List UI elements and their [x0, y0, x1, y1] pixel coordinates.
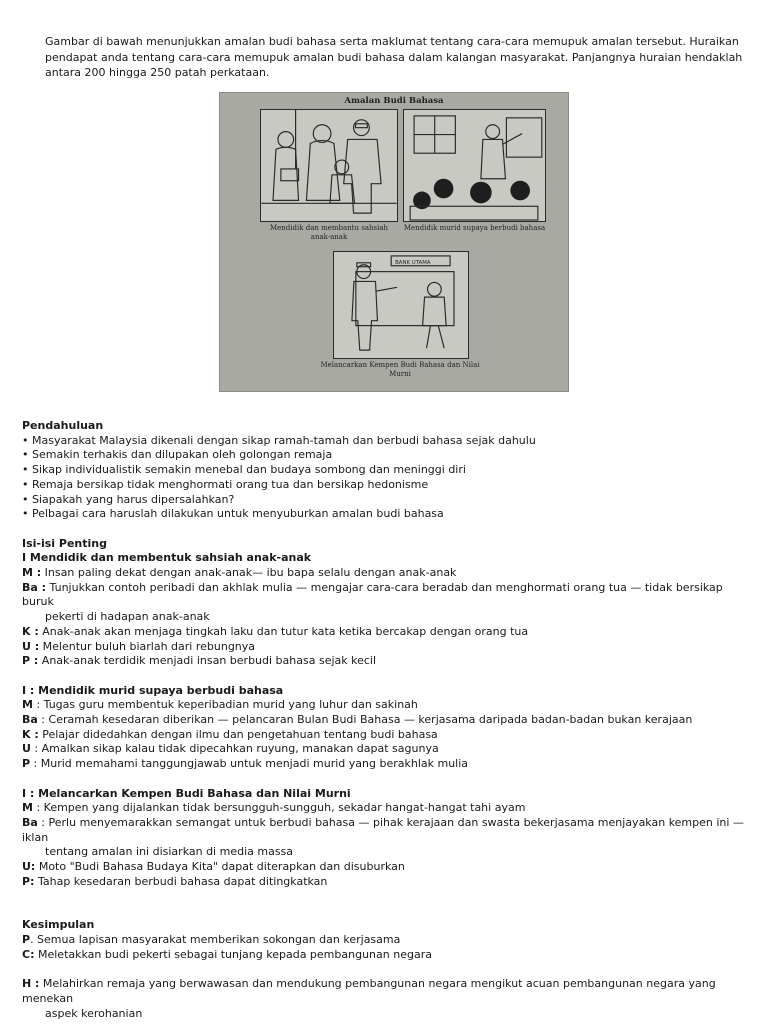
panel-family — [260, 109, 398, 222]
classroom-drawing — [404, 110, 545, 221]
label-p: P: — [22, 874, 35, 888]
label-k: K : — [22, 624, 39, 638]
text-m: Insan paling dekat dengan anak-anak— ibu bapa selalu dengan anak-anak — [41, 566, 457, 580]
line-c — [22, 948, 752, 963]
label-h: H : — [22, 977, 40, 991]
panel-bank — [333, 251, 469, 359]
line-u — [22, 640, 752, 655]
text-c: Meletakkan budi pekerti sebagai tunjang kepada pembangunan negara — [34, 947, 432, 961]
line-ba — [22, 713, 752, 728]
text-ba: : Ceramah kesedaran diberikan — pelancaran Bulan Budi Bahasa — kerjasama daripada badan-badan bukan kerajaan — [37, 713, 693, 727]
label-ba: Ba — [22, 815, 38, 829]
caption-panel-3: Melancarkan Kempen Budi Bahasa dan Nilai Murni — [320, 361, 480, 378]
bullet-item: • Masyarakat Malaysia dikenali dengan sikap ramah-tamah dan berbudi bahasa sejak dahulu — [22, 433, 536, 447]
label-m: M : — [22, 566, 42, 580]
label-u: U — [22, 742, 31, 756]
heading-isi: Isi-isi Penting — [22, 536, 107, 550]
text-ba: Tunjukkan contoh peribadi dan akhlak mulia — mengajar cara-cara beradab dan menghormati orang tua — tidak bersikap buruk — [22, 580, 723, 609]
label-m: M — [22, 801, 33, 815]
bullet-item: • Sikap individualistik semakin menebal dan budaya sombong dan meninggi diri — [22, 463, 466, 477]
family-drawing — [261, 110, 397, 221]
label-p: P — [22, 933, 31, 947]
line-p — [22, 933, 752, 948]
text-p: : Murid memahami tanggungjawab untuk menjadi murid yang berakhlak mulia — [30, 757, 469, 771]
text-k: Pelajar didedahkan dengan ilmu dan pengetahuan tentang budi bahasa — [38, 727, 438, 741]
text-ba: : Perlu menyemarakkan semangat untuk berbudi bahasa — pihak kerajaan dan swasta bekerjasama menjayakan kempen ini — iklan — [22, 815, 744, 844]
label-p: P : — [22, 654, 39, 668]
caption-panel-2: Mendidik murid supaya berbudi bahasa — [403, 224, 546, 232]
illustration-photo — [219, 92, 569, 392]
text-m: : Tugas guru membentuk keperibadian murid yang luhur dan sakinah — [32, 698, 418, 712]
label-ba: Ba — [22, 713, 38, 727]
line-m — [22, 698, 752, 713]
text-m: : Kempen yang dijalankan tidak bersungguh-sungguh, sekadar hangat-hangat tahi ayam — [32, 801, 526, 815]
bullet-item: • Remaja bersikap tidak menghormati orang tua dan bersikap hedonisme — [22, 477, 429, 491]
label-c: C: — [22, 947, 35, 961]
line-k — [22, 728, 752, 743]
bullet-item: • Pelbagai cara haruslah dilakukan untuk menyuburkan amalan budi bahasa — [22, 507, 444, 521]
bullet-item: • Semakin terhakis dan dilupakan oleh golongan remaja — [22, 448, 333, 462]
line-p — [22, 757, 752, 772]
line-m — [22, 566, 752, 581]
panel-classroom — [403, 109, 546, 222]
bank-drawing — [334, 252, 468, 358]
label-u: U : — [22, 639, 40, 653]
text-p: Anak-anak terdidik menjadi insan berbudi bahasa sejak kecil — [38, 654, 377, 668]
figure-title: Amalan Budi Bahasa — [344, 96, 444, 106]
line-h — [22, 977, 752, 1006]
section-title-2: I : Mendidik murid supaya berbudi bahasa — [22, 683, 284, 697]
line-p — [22, 654, 752, 669]
line-h-cont: aspek kerohanian — [45, 1006, 143, 1020]
label-p: P — [22, 757, 31, 771]
heading-kesimpulan: Kesimpulan — [22, 918, 95, 932]
line-u — [22, 742, 752, 757]
line-p — [22, 875, 752, 890]
label-m: M — [22, 698, 33, 712]
line-ba — [22, 816, 752, 845]
label-ba: Ba : — [22, 580, 47, 594]
text-p: . Semua lapisan masyarakat memberikan sokongan dan kerjasama — [30, 933, 401, 947]
text-h: Melahirkan remaja yang berwawasan dan mendukung pembangunan negara mengikut acuan pembangunan negara yang menekan — [22, 977, 716, 1005]
line-m — [22, 801, 752, 816]
question-intro: Gambar di bawah menunjukkan amalan budi bahasa serta maklumat tentang cara-cara memupuk amalan tersebut. Huraikan pendapat anda tentang cara-cara memupuk amalan budi bahasa dalam kalangan masyarakat. Panjangnya huraian hendaklah antara 200 hingga 250 patah perkataan. — [45, 35, 743, 79]
text-u: Melentur buluh biarlah dari rebungnya — [39, 639, 256, 653]
line-ba-cont: tentang amalan ini disiarkan di media massa — [45, 845, 294, 859]
label-k: K : — [22, 727, 39, 741]
text-k: Anak-anak akan menjaga tingkah laku dan tutur kata ketika bercakap dengan orang tua — [38, 624, 529, 638]
line-u — [22, 860, 752, 875]
section-title-3: I : Melancarkan Kempen Budi Bahasa dan Nilai Murni — [22, 786, 351, 800]
line-ba-cont: pekerti di hadapan anak-anak — [45, 610, 210, 624]
text-p: Tahap kesedaran berbudi bahasa dapat ditingkatkan — [34, 874, 328, 888]
heading-pendahuluan: Pendahuluan — [22, 419, 104, 432]
section-title-1: I Mendidik dan membentuk sahsiah anak-anak — [22, 551, 312, 565]
line-ba — [22, 581, 752, 610]
line-k — [22, 625, 752, 640]
bank-sign: BANK UTAMA — [395, 259, 431, 266]
essay-outline — [22, 419, 752, 1021]
text-u: : Amalkan sikap kalau tidak dipecahkan ruyung, manakan dapat sagunya — [30, 742, 439, 756]
label-u: U: — [22, 860, 36, 874]
bullet-item: • Siapakah yang harus dipersalahkan? — [22, 492, 235, 506]
text-u: Moto "Budi Bahasa Budaya Kita" dapat diterapkan dan disuburkan — [35, 860, 405, 874]
caption-panel-1: Mendidik dan membantu sahsiah anak-anak — [269, 224, 389, 241]
